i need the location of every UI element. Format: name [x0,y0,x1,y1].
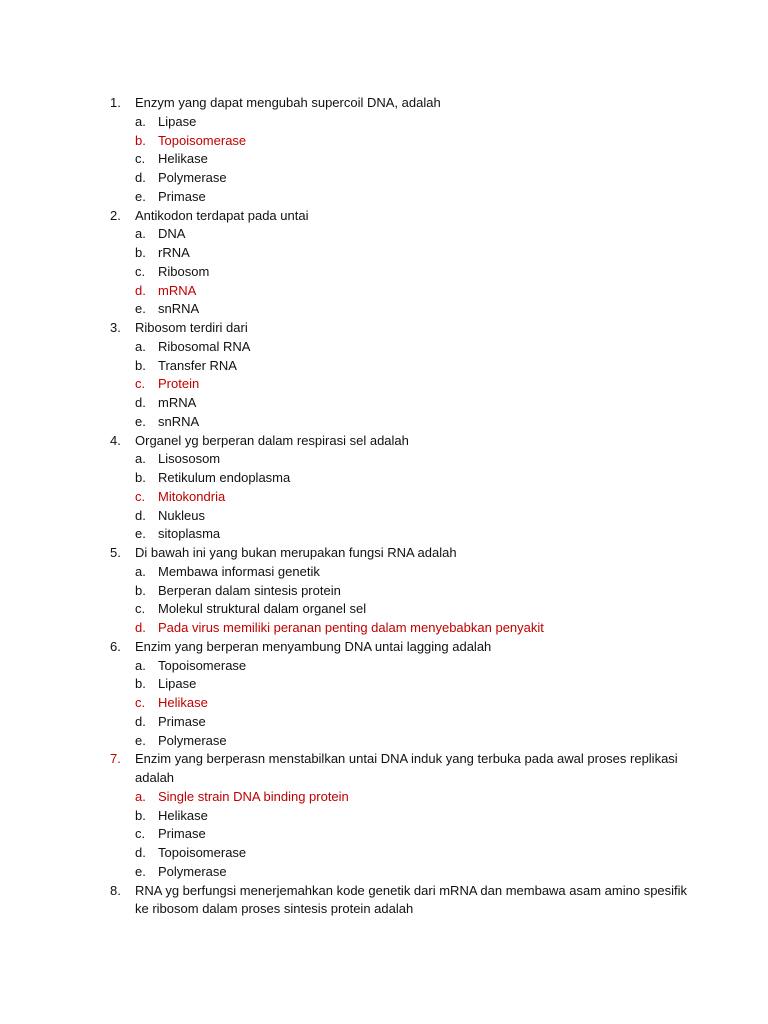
question-number: 6. [110,638,121,654]
option-text: Topoisomerase [158,845,247,860]
option-text: Topoisomerase [158,132,247,148]
option-letter: d. [135,620,146,635]
option-text: Retikulum endoplasma [158,470,291,485]
option-letter: a. [135,338,146,354]
option-letter: c. [135,263,146,279]
option-letter: b. [135,357,146,373]
question-text: Ribosom terdiri dari [135,320,248,335]
option-letter: b. [135,470,146,485]
option-text: Polymerase [158,863,227,879]
question-text: Di bawah ini yang bukan merupakan fungsi RNA adalah [135,545,457,560]
option-letter: c. [135,826,146,842]
option-text: mRNA [158,395,197,410]
option-text: sitoplasma [158,526,221,542]
question-text: Enzym yang dapat mengubah supercoil DNA, adalah [135,95,441,110]
option-letter: a. [135,451,146,467]
option-letter: a. [135,563,146,579]
option-letter: d. [135,395,146,410]
option-text: DNA [158,226,186,242]
question-text: RNA yg berfungsi menerjemahkan kode genetik dari mRNA dan membawa asam amino spesifik [135,882,688,898]
option-text: Primase [158,713,206,729]
option-letter: a. [135,113,146,129]
option-letter: c. [135,376,146,392]
question-text: Antikodon terdapat pada untai [135,207,309,223]
option-letter: a. [135,788,146,804]
option-text: Primase [158,826,206,842]
question-text: Organel yg berperan dalam respirasi sel adalah [135,432,409,448]
option-letter: b. [135,245,146,260]
option-letter: d. [135,507,146,523]
question-text: Enzim yang berperasn menstabilkan untai DNA induk yang terbuka pada awal proses replikasi [135,751,678,767]
option-text: snRNA [158,413,200,429]
question-number: 4. [110,432,121,448]
option-text: Polymerase [158,732,227,748]
option-text: Mitokondria [158,488,226,504]
option-letter: a. [135,226,146,242]
question-number: 3. [110,320,121,335]
question-text: adalah [135,770,175,785]
option-letter: d. [135,713,146,729]
question-number: 1. [110,95,121,110]
option-text: Primase [158,188,206,204]
option-letter: c. [135,601,146,617]
option-text: Topoisomerase [158,657,247,673]
option-letter: e. [135,301,146,317]
option-text: Helikase [158,151,208,167]
option-letter: e. [135,863,146,879]
option-letter: d. [135,845,146,860]
option-text: Polymerase [158,170,227,185]
option-text: Single strain DNA binding protein [158,788,349,804]
option-letter: e. [135,732,146,748]
option-letter: e. [135,526,146,542]
option-letter: e. [135,188,146,204]
option-text: Transfer RNA [158,357,237,373]
option-letter: c. [135,151,146,167]
option-text: Protein [158,376,200,392]
question-number: 8. [110,882,121,898]
option-text: mRNA [158,282,197,298]
option-letter: b. [135,132,146,148]
option-text: Berperan dalam sintesis protein [158,582,341,598]
option-text: Membawa informasi genetik [158,563,320,579]
option-text: Molekul struktural dalam organel sel [158,601,367,617]
option-text: Ribosomal RNA [158,338,251,354]
option-letter: e. [135,413,146,429]
question-text: Enzim yang berperan menyambung DNA untai lagging adalah [135,638,492,654]
option-letter: d. [135,170,146,185]
option-text: rRNA [158,245,190,260]
option-text: Helikase [158,695,208,710]
option-text: Pada virus memiliki peranan penting dalam menyebabkan penyakit [158,620,544,635]
option-letter: b. [135,676,146,692]
option-letter: b. [135,582,146,598]
option-text: Ribosom [158,263,210,279]
option-text: snRNA [158,301,200,317]
question-text: ke ribosom dalam proses sintesis protein adalah [135,901,414,917]
option-letter: d. [135,282,146,298]
option-text: Lipase [158,676,197,692]
question-number: 2. [110,207,121,223]
option-letter: b. [135,807,146,823]
option-text: Helikase [158,807,208,823]
question-number: 7. [110,751,121,767]
option-text: Lisososom [158,451,221,467]
option-letter: c. [135,695,146,710]
option-letter: c. [135,488,146,504]
question-number: 5. [110,545,121,560]
option-text: Nukleus [158,507,205,523]
option-letter: a. [135,657,146,673]
option-text: Lipase [158,113,197,129]
